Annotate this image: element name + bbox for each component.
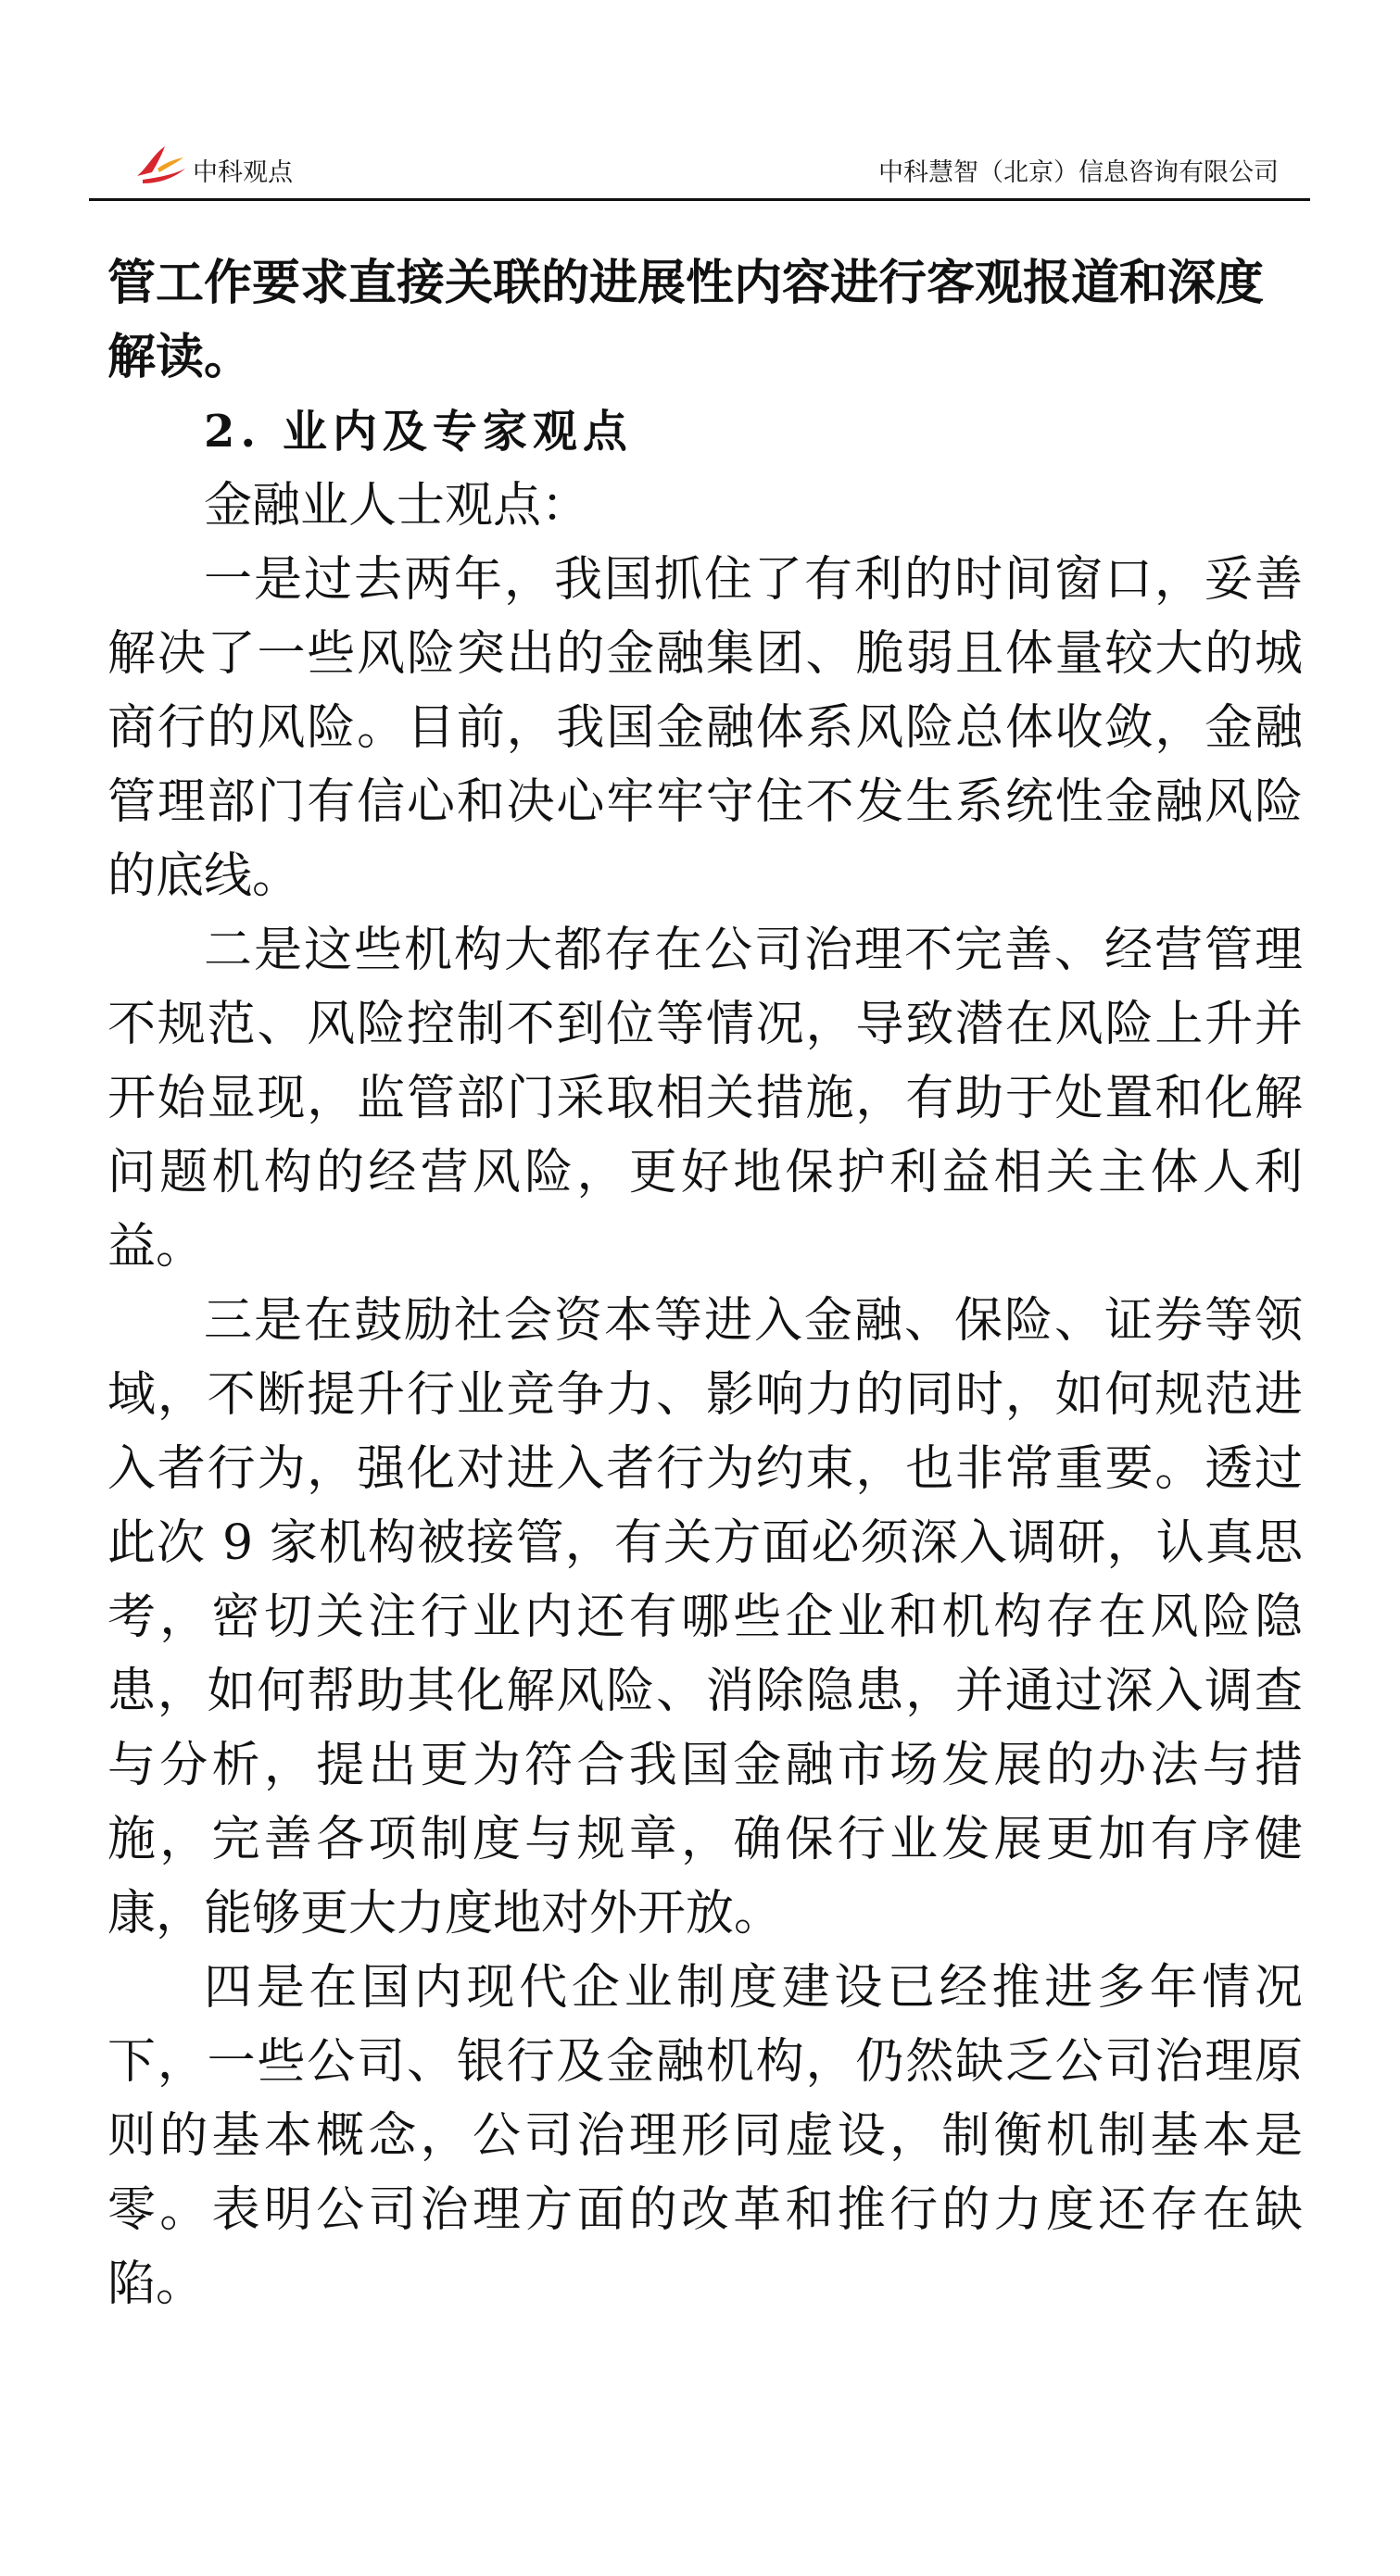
body-paragraph: 三是在鼓励社会资本等进入金融、保险、证券等领域，不断提升行业竞争力、影响力的同时，如何规范进入者行为，强化对进入者行为约束，也非常重要。透过此次 9 家机构被接管，有关方面必须深入调研，认真思考，密切关注行业内还有哪些企业和机构存在风险隐患，如何帮助其化解风险、消除隐患，并通过深入调查与分析，提出更为符合我国金融市场发展的办法与措施，完善各项制度与规章，确保行业发展更加有序健康，能够更大力度地对外开放。 xyxy=(107,1293,1303,1941)
header-company-name: 中科慧智（北京）信息咨询有限公司 xyxy=(878,158,1279,187)
continued-paragraph: 管工作要求直接关联的进展性内容进行客观报道和深度解读。 xyxy=(107,255,1265,385)
section-heading: 2. 业内及专家观点 xyxy=(204,406,633,458)
subheading: 金融业人士观点： xyxy=(204,478,590,534)
body-paragraph: 四是在国内现代企业制度建设已经推进多年情况下，一些公司、银行及金融机构，仍然缺乏公司治理原则的基本概念，公司治理形同虚设，制衡机制基本是零。表明公司治理方面的改革和推行的力度还存在缺陷。 xyxy=(107,1960,1303,2312)
page-header xyxy=(89,139,1310,198)
header-divider xyxy=(89,198,1310,201)
document-body xyxy=(107,246,1303,2321)
body-paragraph: 二是这些机构大都存在公司治理不完善、经营管理不规范、风险控制不到位等情况，导致潜在风险上升并开始显现，监管部门采取相关措施，有助于处置和化解问题机构的经营风险，更好地保护利益相关主体人利益。 xyxy=(107,923,1303,1275)
header-logo-text: 中科观点 xyxy=(193,158,293,187)
body-paragraph: 一是过去两年，我国抓住了有利的时间窗口，妥善解决了一些风险突出的金融集团、脆弱且体量较大的城商行的风险。目前，我国金融体系风险总体收敛，金融管理部门有信心和决心牢牢守住不发生系统性金融风险的底线。 xyxy=(107,552,1303,904)
zhongke-logo-icon xyxy=(133,141,189,185)
